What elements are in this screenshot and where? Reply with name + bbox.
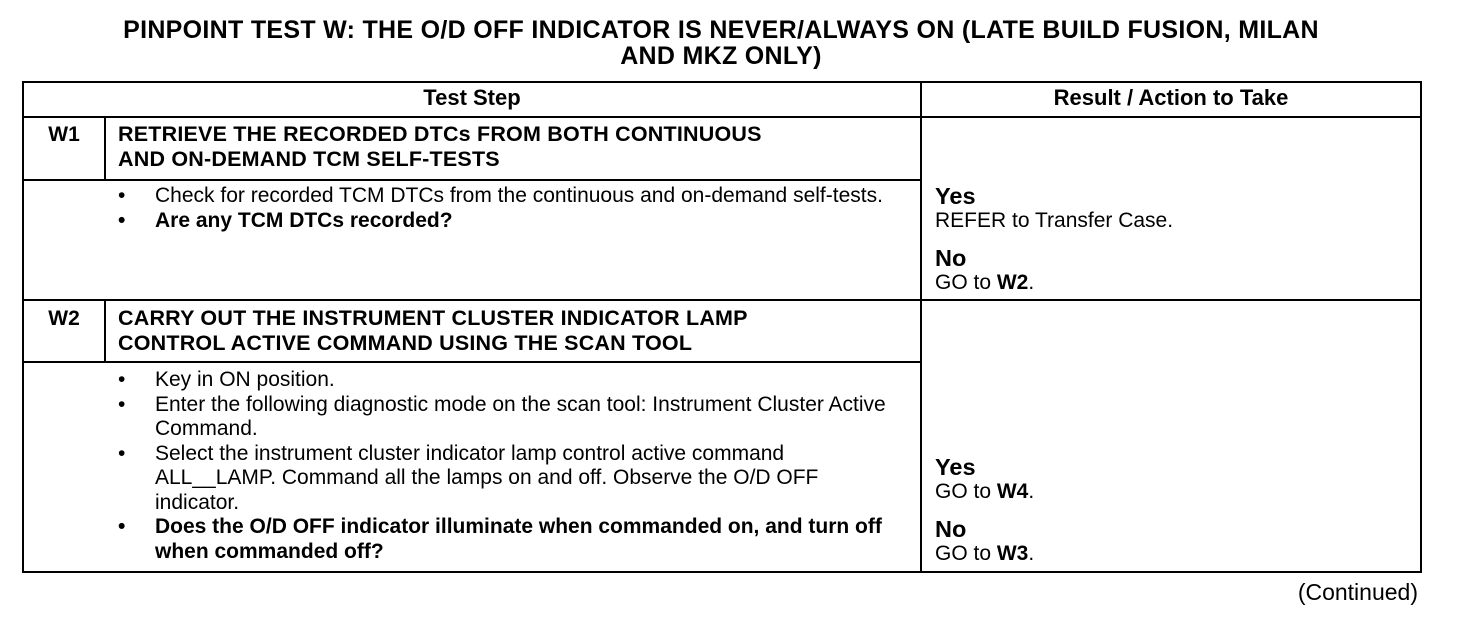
w1-heading-divider: [22, 179, 922, 181]
step-heading-w1-line-1: RETRIEVE THE RECORDED DTCs FROM BOTH CONTINUOUS: [118, 122, 762, 146]
bullet-icon: •: [118, 208, 126, 232]
instruction-text: Select the instrument cluster indicator lamp control active command ALL__LAMP. Command all the lamps on and off. Observe the O/D OFF indicator.: [155, 441, 819, 514]
continued-note: (Continued): [1297, 579, 1418, 605]
list-item: [118, 515, 908, 564]
column-divider: [920, 81, 922, 573]
result-w1: [935, 183, 1405, 295]
page-title-line-1: PINPOINT TEST W: THE O/D OFF INDICATOR IS NEVER/ALWAYS ON (LATE BUILD FUSION, MILAN: [123, 16, 1319, 44]
list-item: [118, 184, 908, 209]
result-no-action-text: GO to: [935, 542, 997, 565]
step-reference: W2: [996, 271, 1029, 294]
result-w2: [935, 454, 1405, 566]
result-yes-action-suffix: .: [1028, 480, 1035, 503]
result-yes-action: [935, 209, 1405, 233]
header-result-action: Result / Action to Take: [1053, 85, 1289, 110]
step-heading-w2: [118, 306, 918, 356]
result-yes-action-text: GO to: [935, 480, 997, 503]
w2-id-divider: [104, 299, 106, 363]
header-test-step: Test Step: [423, 85, 521, 110]
bullet-icon: •: [118, 515, 126, 538]
instruction-question: Are any TCM DTCs recorded?: [155, 208, 453, 232]
instruction-text: Enter the following diagnostic mode on the scan tool: Instrument Cluster Active Command.: [155, 392, 886, 440]
instruction-text: Key in ON position.: [155, 368, 335, 391]
result-yes-action: [935, 480, 1405, 504]
w1-w2-divider: [22, 299, 1422, 301]
result-yes-label: Yes: [935, 183, 976, 209]
page-title-line-2: AND MKZ ONLY): [620, 42, 822, 70]
step-reference: W4: [996, 480, 1029, 503]
result-no-action: [935, 542, 1405, 566]
step-heading-w2-line-2: CONTROL ACTIVE COMMAND USING THE SCAN TOOL: [118, 331, 693, 355]
step-id-w2: W2: [48, 307, 80, 330]
bullet-icon: •: [118, 184, 126, 207]
step-instructions-w2: [118, 368, 908, 564]
instruction-text: Check for recorded TCM DTCs from the continuous and on-demand self-tests.: [155, 184, 883, 207]
result-no-action-suffix: .: [1028, 271, 1035, 294]
bullet-icon: •: [118, 368, 126, 391]
result-yes-action-text: REFER to Transfer Case.: [935, 209, 1174, 232]
list-item: [118, 393, 908, 442]
instruction-question: Does the O/D OFF indicator illuminate when commanded on, and turn off when commanded off?: [155, 515, 882, 563]
bullet-icon: •: [118, 441, 126, 465]
step-reference: W3: [996, 542, 1029, 565]
result-no-action-suffix: .: [1028, 542, 1035, 565]
header-divider: [22, 116, 1422, 118]
w2-heading-divider: [22, 361, 922, 363]
list-item: [118, 442, 908, 516]
step-id-w1: W1: [48, 123, 80, 146]
result-yes-label: Yes: [935, 454, 976, 480]
bullet-icon: •: [118, 392, 126, 416]
list-item: [118, 209, 908, 234]
step-heading-w2-line-1: CARRY OUT THE INSTRUMENT CLUSTER INDICATOR LAMP: [118, 306, 748, 330]
page-title: [0, 17, 1442, 69]
step-instructions-w1: [118, 184, 908, 233]
step-heading-w1: [118, 122, 918, 172]
w1-id-divider: [104, 116, 106, 181]
result-no-label: No: [935, 516, 967, 542]
result-no-action: [935, 271, 1405, 295]
result-no-action-text: GO to: [935, 271, 997, 294]
step-heading-w1-line-2: AND ON-DEMAND TCM SELF-TESTS: [118, 147, 500, 171]
result-no-label: No: [935, 245, 967, 271]
list-item: [118, 368, 908, 393]
